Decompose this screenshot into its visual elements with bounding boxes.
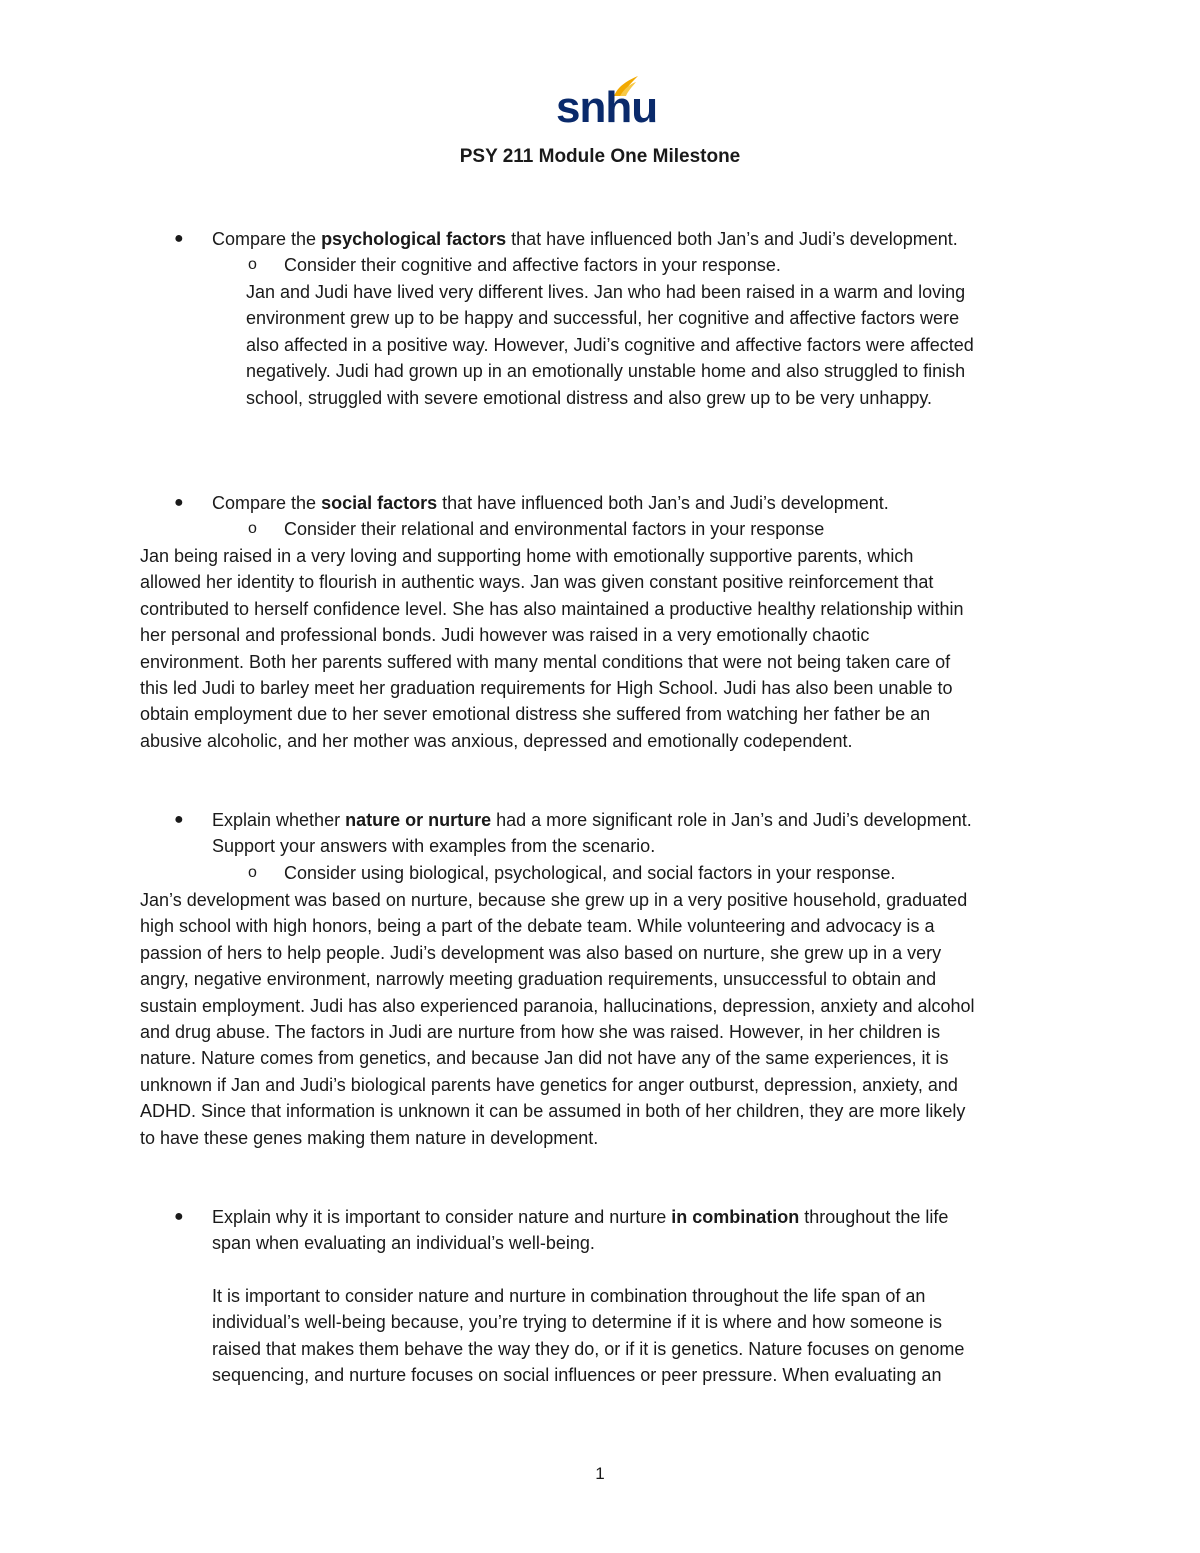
bullet-prompt — [212, 226, 1072, 252]
answer-line: raised that makes them behave the way they do, or if it is genetics. Nature focuses on genome — [212, 1338, 965, 1359]
sub-bullet-icon: o — [248, 520, 257, 537]
answer-line: allowed her identity to flourish in authentic ways. Jan was given constant positive reinforcement that — [140, 572, 934, 593]
prompt-text: Support your answers with examples from the scenario. — [212, 836, 656, 857]
bullet-prompt — [212, 1204, 1072, 1257]
bullet-prompt — [212, 490, 1072, 516]
answer-paragraph — [246, 279, 974, 411]
answer-line: sustain employment. Judi has also experienced paranoia, hallucinations, depression, anxiety and alcohol — [140, 995, 975, 1016]
prompt-text: Explain whether — [212, 810, 346, 830]
answer-line: negatively. Judi had grown up in an emotionally unstable home and also struggled to finish — [246, 361, 966, 382]
logo-wordmark: snhu — [556, 83, 658, 132]
answer-line: environment grew up to be happy and successful, her cognitive and affective factors were — [246, 308, 960, 329]
answer-line: passion of hers to help people. Judi’s development was also based on nurture, she grew up in a very — [140, 942, 942, 963]
answer-line: and drug abuse. The factors in Judi are nurture from how she was raised. However, in her children is — [140, 1022, 941, 1043]
prompt-text: Explain why it is important to consider nature and nurture — [212, 1207, 672, 1227]
page-title: PSY 211 Module One Milestone — [459, 146, 741, 167]
bullet-prompt — [212, 807, 1072, 860]
answer-line: individual’s well-being because, you’re trying to determine if it is where and how someone is — [212, 1312, 943, 1333]
answer-paragraph — [140, 887, 975, 1151]
answer-line: unknown if Jan and Judi’s biological parents have genetics for anger outburst, depression, anxiety, and — [140, 1074, 958, 1095]
sub-prompt: Consider their cognitive and affective factors in your response. — [284, 255, 781, 275]
answer-line: abusive alcoholic, and her mother was anxious, depressed and emotionally codependent. — [140, 730, 853, 751]
prompt-text: that have influenced both Jan’s and Judi’s development. — [506, 229, 958, 249]
sub-prompt: Consider using biological, psychological, and social factors in your response. — [284, 863, 896, 883]
answer-paragraph — [140, 543, 964, 754]
answer-line: obtain employment due to her sever emotional distress she suffered from watching her father be an — [140, 704, 931, 725]
answer-line: high school with high honors, being a part of the debate team. While volunteering and advocacy is a — [140, 916, 935, 937]
bullet-icon: ● — [174, 230, 184, 247]
prompt-text: Compare the — [212, 493, 322, 513]
sub-bullet-icon: o — [248, 256, 257, 273]
bullet-icon: ● — [174, 494, 184, 511]
answer-paragraph — [212, 1283, 964, 1389]
answer-line: environment. Both her parents suffered with many mental conditions that were not being taken care of — [140, 651, 951, 672]
prompt-text: Compare the — [212, 229, 322, 249]
answer-line: Jan being raised in a very loving and supporting home with emotionally supportive parents, which — [140, 546, 914, 566]
prompt-text: throughout the life — [799, 1207, 949, 1227]
bullet-icon: ● — [174, 811, 184, 828]
answer-line: sequencing, and nurture focuses on social influences or peer pressure. When evaluating an — [212, 1365, 942, 1386]
prompt-text: had a more significant role in Jan’s and Judi’s development. — [491, 810, 972, 830]
page-number: 1 — [595, 1464, 605, 1483]
answer-line: angry, negative environment, narrowly meeting graduation requirements, unsuccessful to obtain and — [140, 969, 937, 990]
answer-line: nature. Nature comes from genetics, and because Jan did not have any of the same experiences, it is — [140, 1048, 949, 1069]
snhu-logo — [556, 74, 658, 132]
answer-line: contributed to herself confidence level. She has also maintained a productive healthy relationship within — [140, 598, 964, 619]
answer-line: ADHD. Since that information is unknown it can be assumed in both of her children, they are more likely — [140, 1101, 966, 1122]
sub-bullet-icon: o — [248, 864, 257, 881]
prompt-text: span when evaluating an individual’s well-being. — [212, 1233, 595, 1254]
prompt-bold: in combination — [671, 1207, 800, 1227]
prompt-bold: nature or nurture — [345, 810, 492, 830]
prompt-text: that have influenced both Jan’s and Judi’s development. — [437, 493, 889, 513]
bullet-icon: ● — [174, 1208, 184, 1225]
prompt-bold: social factors — [321, 493, 438, 513]
answer-line: Jan’s development was based on nurture, because she grew up in a very positive household, graduated — [140, 890, 968, 910]
answer-line: also affected in a positive way. However, Judi’s cognitive and affective factors were affected — [246, 334, 974, 355]
sub-prompt: Consider their relational and environmental factors in your response — [284, 519, 825, 539]
answer-line: It is important to consider nature and nurture in combination throughout the life span of an — [212, 1286, 926, 1306]
answer-line: this led Judi to barley meet her graduation requirements for High School. Judi has also been unable to — [140, 678, 953, 699]
answer-line: her personal and professional bonds. Judi however was raised in a very emotionally chaotic — [140, 625, 870, 646]
prompt-bold: psychological factors — [321, 229, 507, 249]
answer-line: school, struggled with severe emotional distress and also grew up to be very unhappy. — [246, 387, 933, 408]
answer-line: Jan and Judi have lived very different lives. Jan who had been raised in a warm and loving — [246, 282, 966, 302]
answer-line: to have these genes making them nature in development. — [140, 1127, 599, 1148]
